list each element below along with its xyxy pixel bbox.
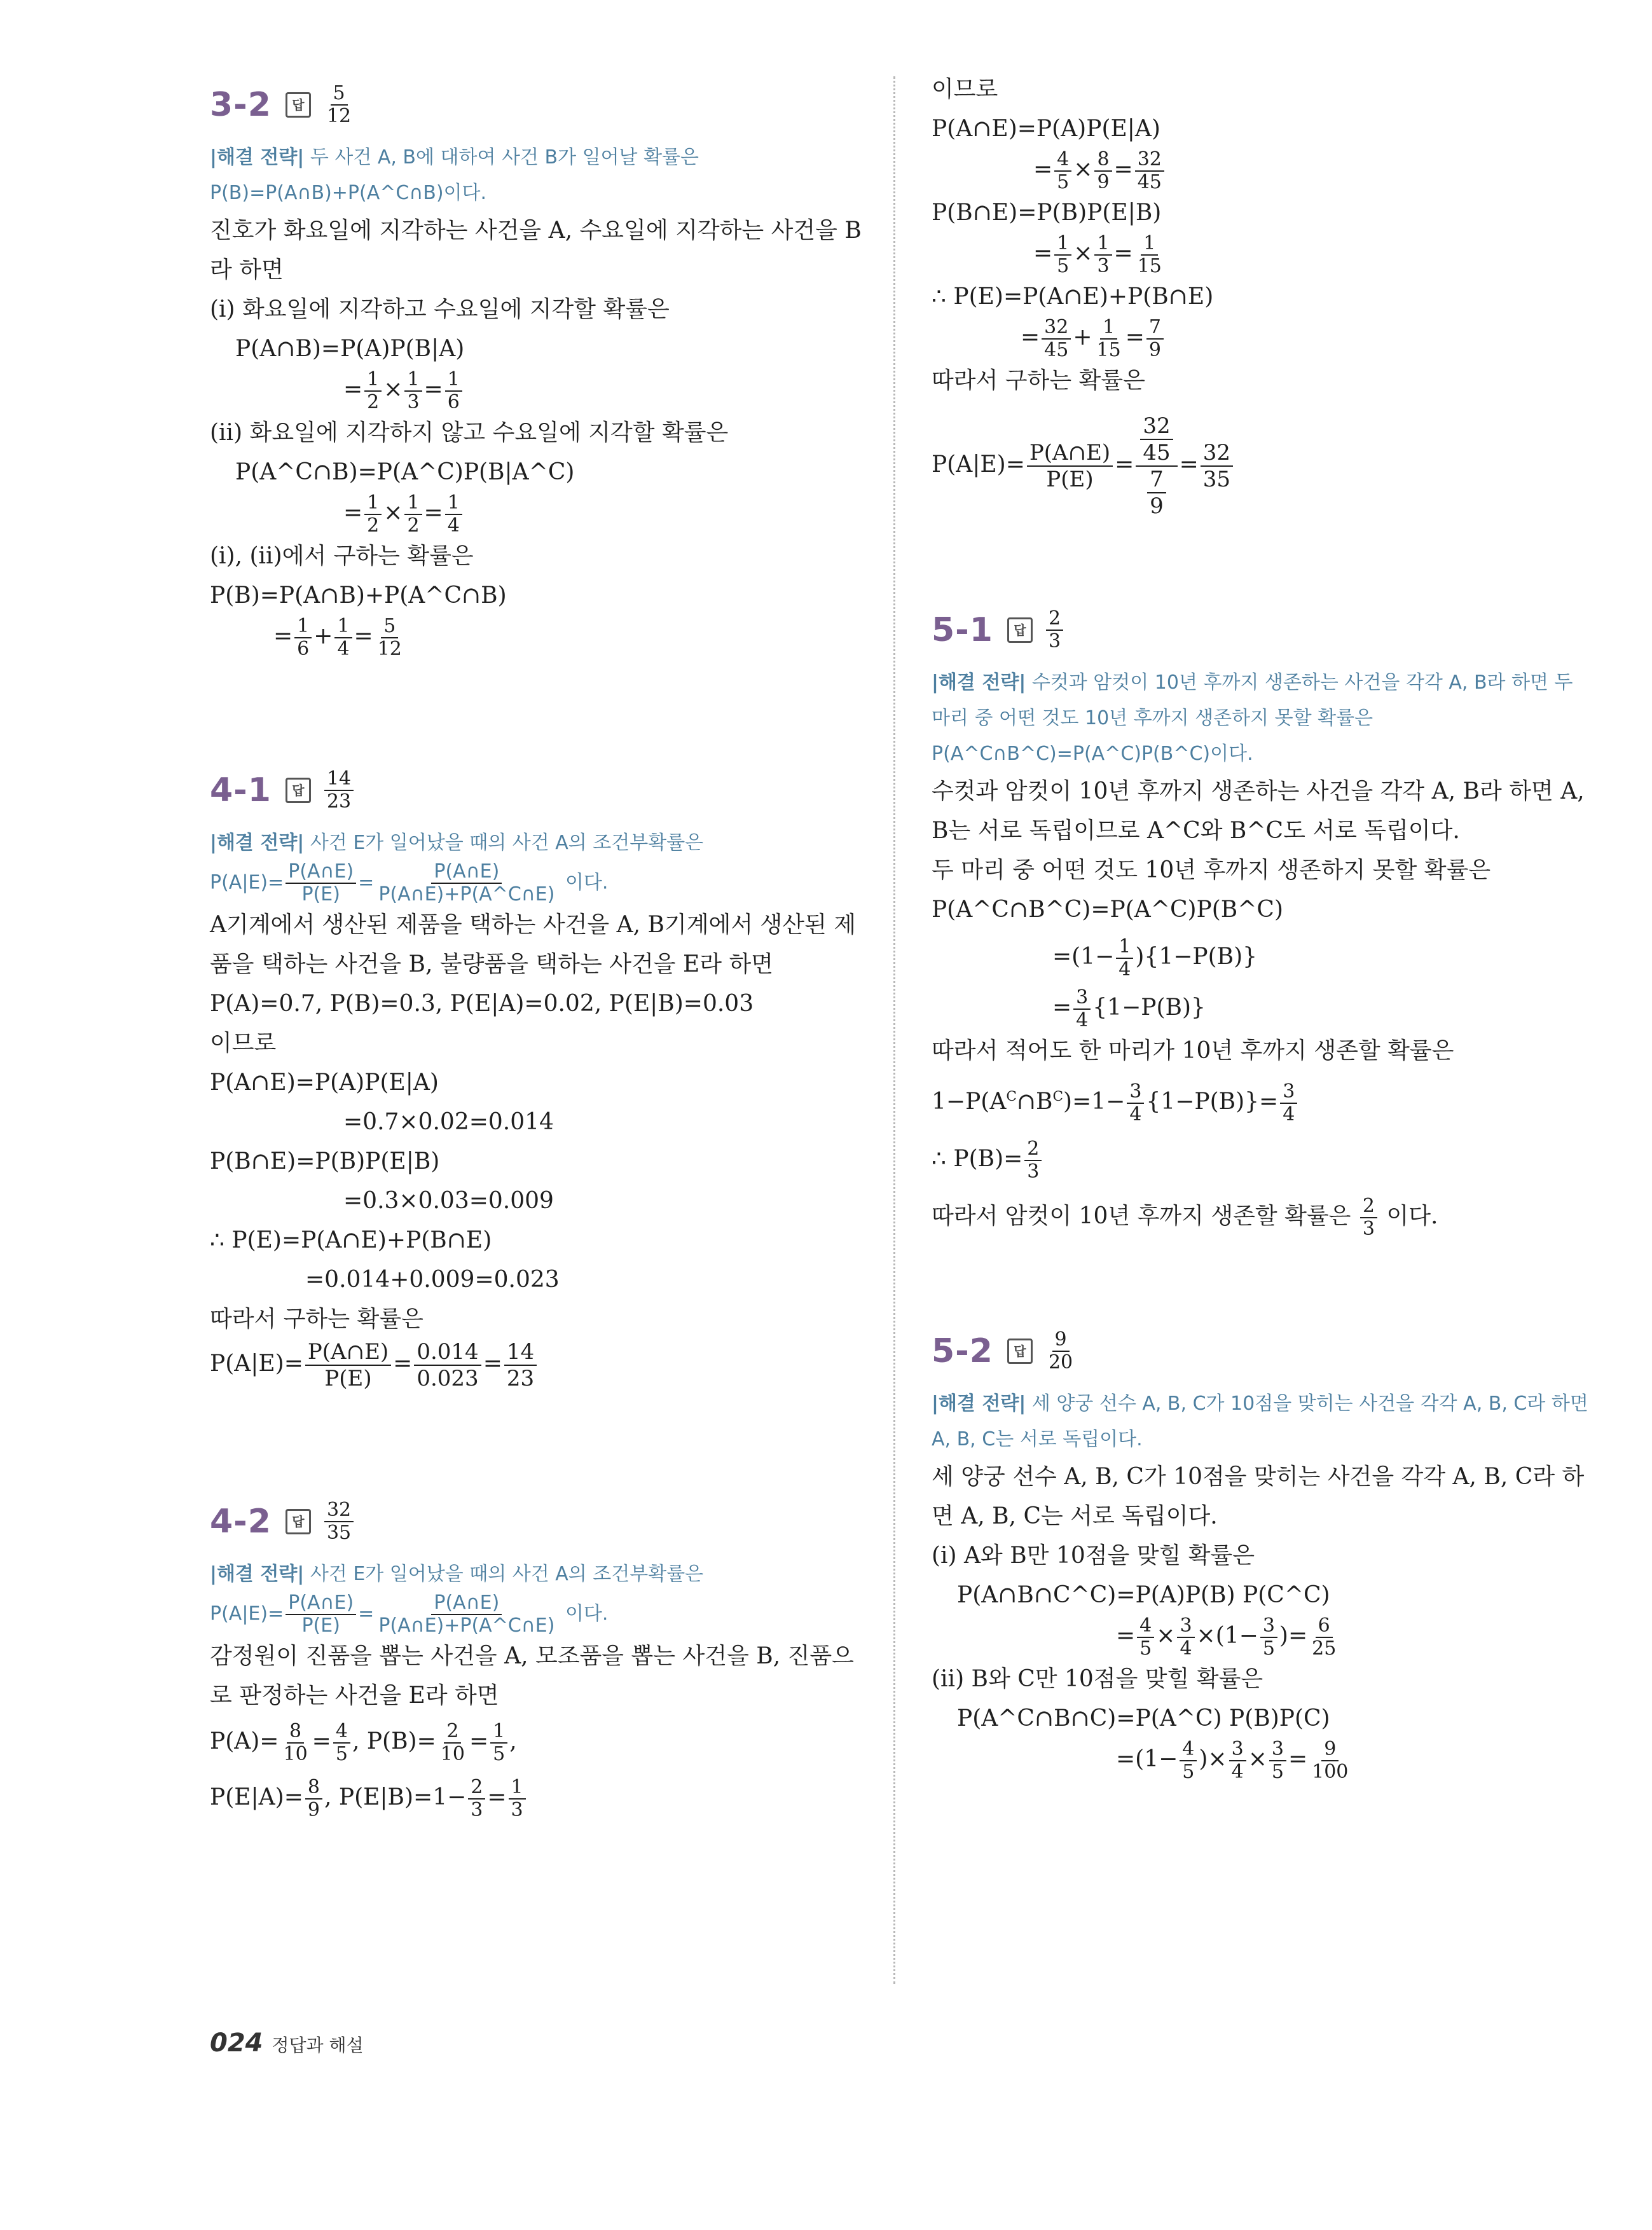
solution-body — [210, 1637, 871, 1821]
text-line: A기계에서 생산된 제품을 택하는 사건을 A, B기계에서 생산된 제품을 택하는 사건을 B, 불량품을 택하는 사건을 E라 하면 — [210, 912, 857, 977]
equation-line: P(A∩E)=P(A)P(E|A) — [210, 1070, 439, 1096]
solution-body — [932, 1457, 1593, 1783]
equation-line: =(1− $\frac{1}{4}$ ){1−P(B)} — [1052, 935, 1258, 981]
text-line: (ⅰ) A와 B만 10점을 맞힐 확률은 — [932, 1543, 1255, 1569]
strategy-note — [210, 1557, 871, 1592]
equation-line: P(B∩E)=P(B)P(E|B) — [932, 200, 1162, 226]
equation-line: =0.7×0.02=0.014 — [343, 1109, 554, 1135]
strategy-text: 세 양궁 선수 A, B, C가 10점을 맞히는 사건을 각각 A, B, C라 하면 A, B, C는 서로 독립이다. — [932, 1393, 1588, 1450]
strategy-tag: |해결 전략| — [932, 1393, 1026, 1415]
answer-fraction: $\frac{5}{12}$ — [326, 82, 352, 127]
left-column — [210, 70, 871, 1821]
problem-header — [210, 755, 871, 825]
problem-number: 4-1 — [210, 771, 272, 809]
text-line: 감정원이 진품을 뽑는 사건을 A, 모조품을 뽑는 사건을 B, 진품으로 판정하는 사건을 E라 하면 — [210, 1643, 854, 1709]
equation-line: P(B)=P(A∩B)+P(A^C∩B) — [210, 582, 507, 609]
equation-line: = $\frac{1}{5}$ × $\frac{1}{3}$ = $\frac{1}{15}$ — [1033, 232, 1162, 277]
text-line: (ⅱ) 화요일에 지각하지 않고 수요일에 지각할 확률은 — [210, 420, 729, 446]
equation-line: ∴ P(E)=P(A∩E)+P(B∩E) — [932, 284, 1214, 310]
strategy-note — [210, 825, 871, 861]
text-line: 따라서 구하는 확률은 — [932, 368, 1145, 394]
equation-line: = $\frac{3}{4}$ {1−P(B)} — [1052, 986, 1206, 1031]
problem-3-2 — [210, 70, 871, 660]
problem-header — [210, 70, 871, 140]
strategy-tag: |해결 전략| — [932, 671, 1026, 694]
answer-icon: 답 — [286, 778, 311, 803]
strategy-text: 사건 E가 일어났을 때의 사건 A의 조건부확률은 — [310, 832, 704, 854]
strategy-tag: |해결 전략| — [210, 1563, 305, 1585]
problem-header — [932, 595, 1593, 665]
equation-line: P(A^C∩B)=P(A^C)P(B|A^C) — [235, 459, 575, 485]
equation-line: P(A∩B)=P(A)P(B|A) — [235, 336, 465, 362]
equation-line: P(A^C∩B∩C)=P(A^C) P(B)P(C) — [957, 1705, 1330, 1731]
equation-line: =0.3×0.03=0.009 — [343, 1188, 554, 1214]
equation-line: = $\frac{1}{2}$ × $\frac{1}{3}$ = $\frac{1}{6}$ — [210, 369, 871, 413]
equation-line: P(A∩E)=P(A)P(E|A) — [932, 116, 1160, 142]
right-column — [932, 70, 1593, 1783]
strategy-text: 수컷과 암컷이 10년 후까지 생존하는 사건을 각각 A, B라 하면 두 마리 중 어떤 것도 10년 후까지 생존하지 못할 확률은 P(A^C∩B^C)=P(A^C)P(B^C)이다. — [932, 671, 1573, 765]
text-line: (ⅱ) B와 C만 10점을 맞힐 확률은 — [932, 1666, 1263, 1692]
equation-line: P(A∩B∩C^C)=P(A)P(B) P(C^C) — [957, 1582, 1330, 1608]
equation-line: P(E|A)= $\frac{8}{9}$ , P(E|B)=1− $\frac{2}{3}$ = $\frac{1}{3}$ — [210, 1777, 871, 1821]
strategy-tag: |해결 전략| — [210, 832, 305, 854]
answer-fraction: $\frac{2}{3}$ — [1046, 608, 1063, 652]
final-equation: P(A|E)= $\frac{P(A\cap E)}{P(E)}$ = $\frac{0.014}{0.023}$ = $\frac{14}{23}$ — [210, 1339, 871, 1391]
problem-number: 5-1 — [932, 611, 993, 649]
problem-5-2 — [932, 1316, 1593, 1783]
problem-4-1 — [210, 755, 871, 1391]
text-line: 수컷과 암컷이 10년 후까지 생존하는 사건을 각각 A, B라 하면 A, B는 서로 독립이므로 A^C와 B^C도 서로 독립이다. — [932, 778, 1585, 844]
problem-header — [210, 1487, 871, 1557]
text-line: 이므로 — [932, 76, 998, 102]
text-line: 두 마리 중 어떤 것도 10년 후까지 생존하지 못할 확률은 — [932, 857, 1491, 883]
solution-body — [210, 905, 871, 1391]
problem-4-2 — [210, 1487, 871, 1821]
equation-line: = $\frac{32}{45}$ + $\frac{1}{15}$ = $\frac{7}{9}$ — [932, 317, 1593, 361]
equation-line: =(1− $\frac{4}{5}$ )× $\frac{3}{4}$ × $\frac{3}{5}$ = $\frac{9}{100}$ — [1116, 1738, 1349, 1783]
equation-line: = $\frac{4}{5}$ × $\frac{3}{4}$ ×(1− $\frac{3}{5}$ )= $\frac{6}{25}$ — [1116, 1614, 1337, 1660]
solution-body — [932, 772, 1593, 1240]
text-line: (ⅰ), (ⅱ)에서 구하는 확률은 — [210, 543, 474, 569]
equation-line: = $\frac{4}{5}$ × $\frac{8}{9}$ = $\frac{32}{45}$ — [932, 149, 1593, 193]
answer-icon: 답 — [286, 1509, 311, 1534]
strategy-note — [210, 140, 871, 211]
problem-number: 5-2 — [932, 1332, 993, 1370]
strategy-text: 두 사건 A, B에 대하여 사건 B가 일어날 확률은 P(B)=P(A∩B)+P(A^C∩B)이다. — [210, 146, 699, 204]
equation-line: =0.014+0.009=0.023 — [305, 1267, 560, 1293]
problem-4-2-continued — [932, 70, 1593, 519]
problem-number: 3-2 — [210, 86, 272, 124]
text-line: 세 양궁 선수 A, B, C가 10점을 맞히는 사건을 각각 A, B, C라 하면 A, B, C는 서로 독립이다. — [932, 1464, 1585, 1529]
problem-number: 4-2 — [210, 1503, 272, 1541]
text-line: 따라서 구하는 확률은 — [210, 1306, 423, 1332]
problem-header — [932, 1316, 1593, 1386]
page-label: 정답과 해설 — [272, 2035, 364, 2056]
strategy-tag: |해결 전략| — [210, 146, 305, 169]
equation-line: P(A)=0.7, P(B)=0.3, P(E|A)=0.02, P(E|B)=0.03 — [210, 991, 754, 1017]
strategy-formula: P(A|E)= $\frac{P(A\cap E)}{P(E)}$ = $\frac{P(A\cap E)}{P(A\cap E)+P(A\^{}C\cap E)}$ 이다. — [210, 1592, 609, 1637]
equation-line: $1-P(A^C\cap B^C)=1-$ $\frac{3}{4}$ {1−P(B)}= $\frac{3}{4}$ — [932, 1077, 1593, 1125]
equation-line: ∴ P(E)=P(A∩E)+P(B∩E) — [210, 1227, 492, 1253]
final-equation: P(A|E)= $\frac{P(A\cap E)}{P(E)}$ = $\frac{\frac{32}{45}}{\frac{7}{9}}$ = $\frac{32}{35}$ — [932, 413, 1593, 519]
strategy-text: 사건 E가 일어났을 때의 사건 A의 조건부확률은 — [310, 1563, 704, 1585]
answer-icon: 답 — [1007, 1339, 1033, 1364]
text-line: 진호가 화요일에 지각하는 사건을 A, 수요일에 지각하는 사건을 B 라 하면 — [210, 217, 862, 283]
strategy-note — [932, 665, 1593, 772]
strategy-note — [932, 1386, 1593, 1457]
page-footer — [210, 2028, 364, 2058]
answer-fraction: $\frac{9}{20}$ — [1048, 1328, 1073, 1373]
text-line: 따라서 암컷이 10년 후까지 생존할 확률은 $\frac{2}{3}$ 이다. — [932, 1195, 1438, 1240]
equation-line: ∴ P(B)= $\frac{2}{3}$ — [932, 1138, 1593, 1183]
strategy-formula: P(A|E)= $\frac{P(A\cap E)}{P(E)}$ = $\frac{P(A\cap E)}{P(A\cap E)+P(A\^{}C\cap E)}$ 이다. — [210, 860, 609, 905]
equation-line: P(A)= $\frac{8}{10}$ = $\frac{4}{5}$ , P(B)= $\frac{2}{10}$ = $\frac{1}{5}$ , — [210, 1720, 517, 1765]
equation-line: = $\frac{1}{2}$ × $\frac{1}{2}$ = $\frac{1}{4}$ — [210, 492, 871, 537]
answer-icon: 답 — [286, 92, 311, 118]
answer-icon: 답 — [1007, 617, 1033, 643]
text-line: 이므로 — [210, 1030, 277, 1056]
answer-fraction: $\frac{32}{35}$ — [324, 1499, 354, 1544]
equation-line: P(A^C∩B^C)=P(A^C)P(B^C) — [932, 897, 1284, 923]
text-line: 따라서 적어도 한 마리가 10년 후까지 생존할 확률은 — [932, 1038, 1454, 1064]
equation-line: P(B∩E)=P(B)P(E|B) — [210, 1148, 440, 1174]
answer-fraction: $\frac{14}{23}$ — [324, 768, 354, 813]
text-line: (ⅰ) 화요일에 지각하고 수요일에 지각할 확률은 — [210, 296, 670, 322]
column-divider — [893, 76, 895, 1984]
solution-body — [210, 211, 871, 660]
equation-line: = $\frac{1}{6}$ + $\frac{1}{4}$ = $\frac{5}{12}$ — [273, 615, 402, 660]
page-number: 024 — [210, 2028, 263, 2058]
problem-5-1 — [932, 595, 1593, 1240]
